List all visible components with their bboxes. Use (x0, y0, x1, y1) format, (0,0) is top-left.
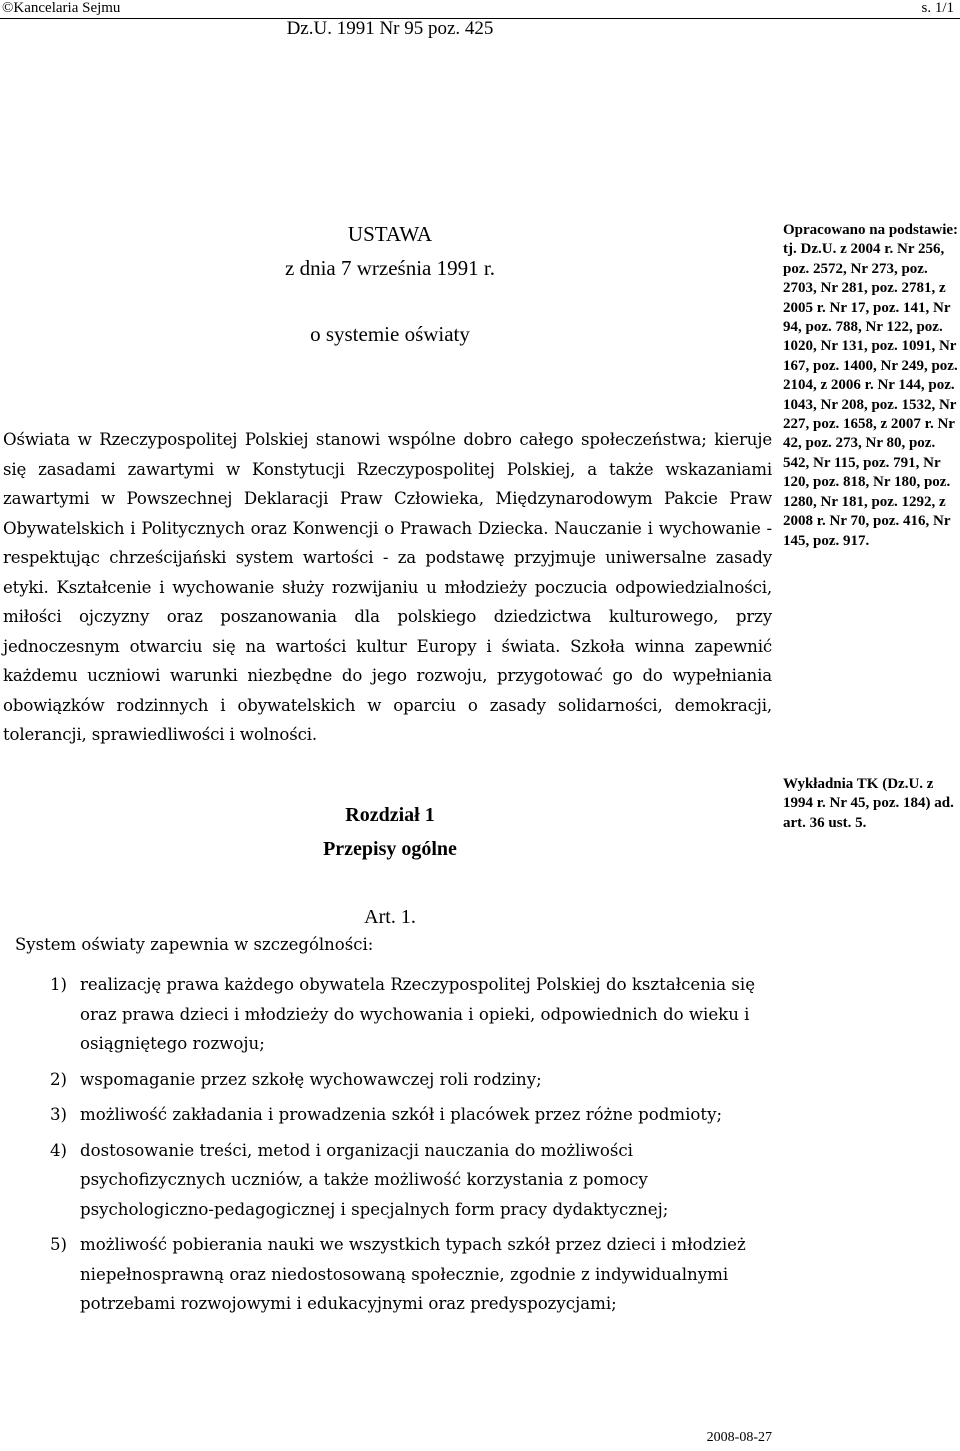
consolidation-note: Opracowano na podstawie: tj. Dz.U. z 2004 r. Nr 256, poz. 2572, Nr 273, poz. 2703, Nr 281, poz. 2781, z 2005 r. Nr 17, poz. 141, Nr 94, poz. 788, Nr 122, poz. 1020, Nr 131, poz. 1091, Nr 167, poz. 1400, Nr 249, poz. 2104, z 2006 r. Nr 144, poz. 1043, Nr 208, poz. 1532, Nr 227, poz. 1658, z 2007 r. Nr 42, poz. 273, Nr 80, poz. 542, Nr 115, poz. 791, Nr 120, poz. 818, Nr 180, poz. 1280, Nr 181, poz. 1292, z 2008 r. Nr 70, poz. 416, Nr 145, poz. 917. (783, 222, 959, 549)
list-item (50, 970, 778, 1059)
article-title: Art. 1. (364, 906, 416, 928)
point-text: dostosowanie treści, metod i organizacji nauczania do możliwości psychofizycznych uczniów, a także możliwość korzystania z pomocy psychologiczno-pedagogicznej i specjalnych form pracy dydaktycznej; (80, 1140, 669, 1219)
point-number: 5) (50, 1235, 68, 1254)
act-date: z dnia 7 września 1991 r. (285, 256, 495, 280)
act-type: USTAWA (347, 222, 433, 246)
interpretation-note: Wykładnia TK (Dz.U. z 1994 r. Nr 45, poz. 184) ad. art. 36 ust. 5. (783, 776, 954, 831)
point-text: realizację prawa każdego obywatela Rzeczypospolitej Polskiej do kształcenia się oraz prawa dzieci i młodzieży do wychowania i opieki, odpowiednich do wieku i osiągniętego rozwoju; (80, 975, 756, 1053)
journal-reference: Dz.U. 1991 Nr 95 poz. 425 (286, 18, 494, 39)
point-number: 4) (50, 1140, 68, 1160)
page-number: s. 1/1 (921, 0, 954, 16)
publisher-label: ©Kancelaria Sejmu (2, 0, 121, 16)
point-number: 1) (50, 975, 68, 994)
list-item (50, 1230, 778, 1319)
point-text: możliwość pobierania nauki we wszystkich typach szkół przez dzieci i młodzież niepełnosprawną oraz niedostosowaną społecznie, zgodnie z indywidualnymi potrzebami rozwojowymi i edukacyjnymi oraz predyspozycjami; (80, 1235, 746, 1313)
act-subject: o systemie oświaty (310, 322, 470, 346)
article-intro: System oświaty zapewnia w szczególności: (15, 935, 374, 954)
chapter-title: Przepisy ogólne (323, 838, 457, 860)
article-points-list (50, 970, 778, 1325)
preamble-text: Oświata w Rzeczypospolitej Polskiej stanowi wspólne dobro całego społeczeństwa; kieruje się zasadami zawartymi w Konstytucji Rzeczypospolitej Polskiej, a także wskazaniami zawartymi w Powszechnej Deklaracji Praw Człowieka, Międzynarodowym Pakcie Praw Obywatelskich i Politycznych oraz Konwencji o Prawach Dziecka. Nauczanie i wychowanie - respektując chrześcijański system wartości - za podstawę przyjmuje uniwersalne zasady etyki. Kształcenie i wychowanie służy rozwijaniu u młodzieży poczucia odpowiedzialności, miłości ojczyzny oraz poszanowania dla polskiego dziedzictwa kulturowego, przy jednoczesnym otwarciu się na wartości kultur Europy i świata. Szkoła winna zapewnić każdemu uczniowi warunki niezbędne do jego rozwoju, przygotować go do wypełniania obowiązków rodzinnych i obywatelskich w oparciu o zasady solidarności, demokracji, tolerancji, sprawiedliwości i wolności. (3, 430, 772, 744)
list-item (50, 1065, 778, 1095)
footer-date: 2008-08-27 (706, 1430, 772, 1445)
point-text: wspomaganie przez szkołę wychowawczej roli rodziny; (80, 1069, 542, 1089)
point-number: 2) (50, 1069, 68, 1089)
list-item (50, 1100, 778, 1130)
chapter-number: Rozdział 1 (345, 804, 435, 826)
point-number: 3) (50, 1105, 68, 1124)
point-text: możliwość zakładania i prowadzenia szkół i placówek przez różne podmioty; (80, 1105, 723, 1124)
list-item (50, 1136, 778, 1225)
